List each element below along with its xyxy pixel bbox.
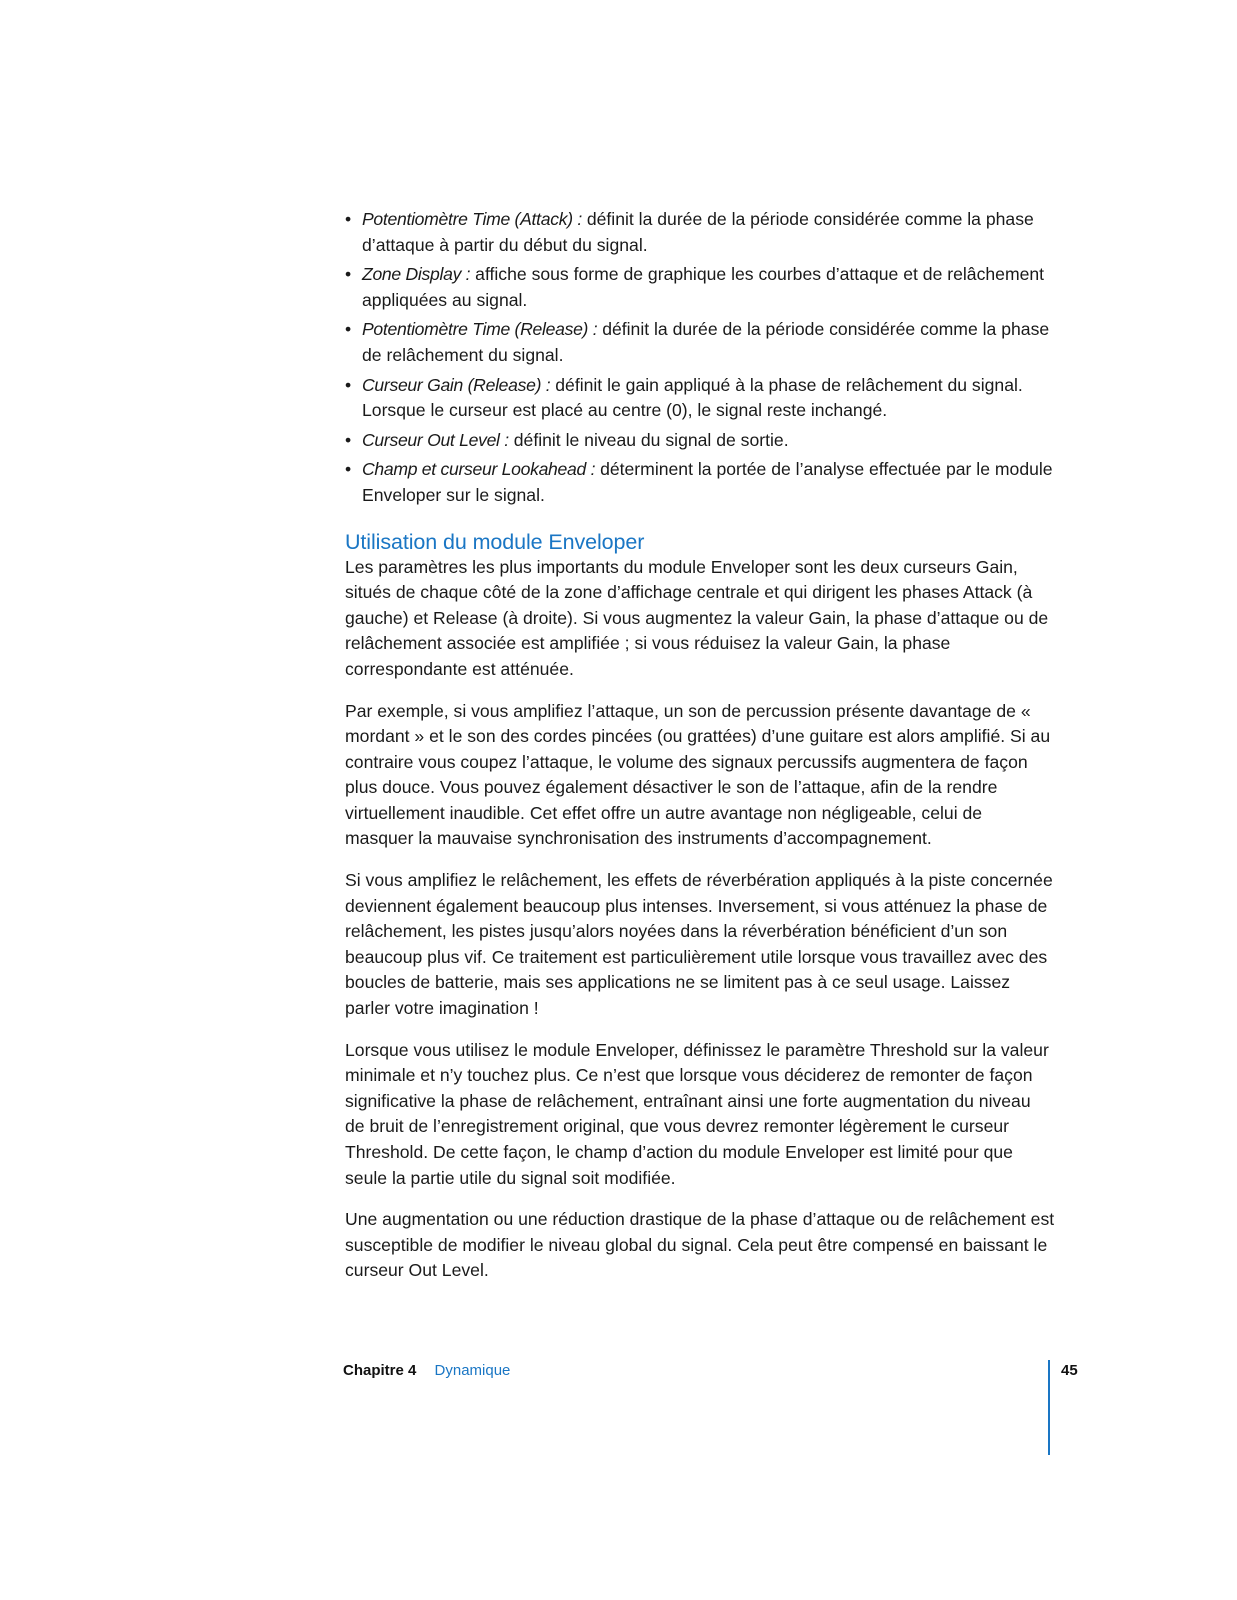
body-paragraph: Par exemple, si vous amplifiez l’attaque, un son de percussion présente davantage de « mordant » et le son des cordes pincées (ou grattées) d’une guitare est alors amplifié. Si au contraire vous coupez l’attaque, le volume des signaux percussifs augmentera de façon plus douce. Vous pouvez également désactiver le son de l’attaque, afin de la rendre virtuellement inaudible. Cet effet offre un autre avantage non négligeable, celui de masquer la mauvaise synchronisation des instruments d’accompagnement.	[345, 700, 1051, 849]
term-description: définit la durée de la période considérée comme la phase d’attaque à partir du début du signal.	[362, 209, 1034, 255]
list-item	[345, 457, 1055, 508]
page-footer	[343, 1361, 510, 1381]
term-label: Curseur Gain (Release) :	[362, 374, 551, 395]
footer-divider	[1048, 1360, 1050, 1455]
bullet-mark: •	[345, 209, 352, 229]
section-heading: Utilisation du module Enveloper	[345, 529, 645, 554]
bullet-mark: •	[345, 374, 352, 395]
term-label: Potentiomètre Time (Attack) :	[362, 209, 582, 229]
term-description: affiche sous forme de graphique les courbes d’attaque et de relâchement appliquées au signal.	[362, 264, 1045, 310]
list-item	[345, 373, 1055, 424]
parameter-list	[345, 207, 1055, 509]
body-paragraph: Si vous amplifiez le relâchement, les effets de réverbération appliqués à la piste concernée deviennent également beaucoup plus intenses. Inversement, si vous atténuez la phase de relâchement, les pistes jusqu’alors noyées dans la réverbération bénéficient d’un son beaucoup plus vif. Ce traitement est particulièrement utile lorsque vous travaillez avec des boucles de batterie, mais ses applications ne se limitent pas à ce seul usage. Laissez parler votre imagination !	[345, 870, 1053, 1019]
term-description: définit la durée de la période considérée comme la phase de relâchement du signal.	[362, 319, 1050, 365]
list-item	[345, 317, 1055, 368]
term-label: Potentiomètre Time (Release) :	[362, 319, 598, 340]
term-label: Zone Display :	[362, 264, 471, 285]
body-paragraph: Une augmentation ou une réduction drastique de la phase d’attaque ou de relâchement est susceptible de modifier le niveau global du signal. Cela peut être compensé en baissant le curseur Out Level.	[345, 1209, 1055, 1281]
chapter-label: Chapitre 4	[343, 1362, 417, 1379]
bullet-mark: •	[345, 264, 352, 285]
term-label: Champ et curseur Lookahead :	[362, 459, 596, 480]
list-item	[345, 207, 1055, 258]
term-description: définit le gain appliqué à la phase de relâchement du signal. Lorsque le curseur est placé au centre (0), le signal reste inchangé.	[362, 374, 1023, 421]
chapter-name: Dynamique	[434, 1362, 511, 1379]
page-number: 45	[1061, 1362, 1078, 1379]
bullet-mark: •	[345, 459, 352, 480]
bullet-mark: •	[345, 429, 352, 450]
term-label: Curseur Out Level :	[362, 429, 509, 450]
body-paragraph: Les paramètres les plus importants du module Enveloper sont les deux curseurs Gain, situés de chaque côté de la zone d’affichage centrale et qui dirigent les phases Attack (à gauche) et Release (à droite). Si vous augmentez la valeur Gain, la phase d’attaque ou de relâchement associée est amplifiée ; si vous réduisez la valeur Gain, la phase correspondante est atténuée.	[345, 556, 1049, 679]
page-content	[345, 207, 1055, 1300]
term-description: définit le niveau du signal de sortie.	[513, 429, 789, 450]
list-item	[345, 428, 1055, 454]
body-paragraph: Lorsque vous utilisez le module Enveloper, définissez le paramètre Threshold sur la valeur minimale et n’y touchez plus. Ce n’est que lorsque vous déciderez de remonter de façon significative la phase de relâchement, entraînant ainsi une forte augmentation du niveau de bruit de l’enregistrement original, que vous devrez remonter légèrement le curseur Threshold. De cette façon, le champ d’action du module Enveloper est limité pour que seule la partie utile du signal soit modifiée.	[345, 1039, 1049, 1188]
bullet-mark: •	[345, 319, 352, 340]
list-item	[345, 262, 1055, 313]
term-description: déterminent la portée de l’analyse effectuée par le module Enveloper sur le signal.	[362, 459, 1053, 505]
